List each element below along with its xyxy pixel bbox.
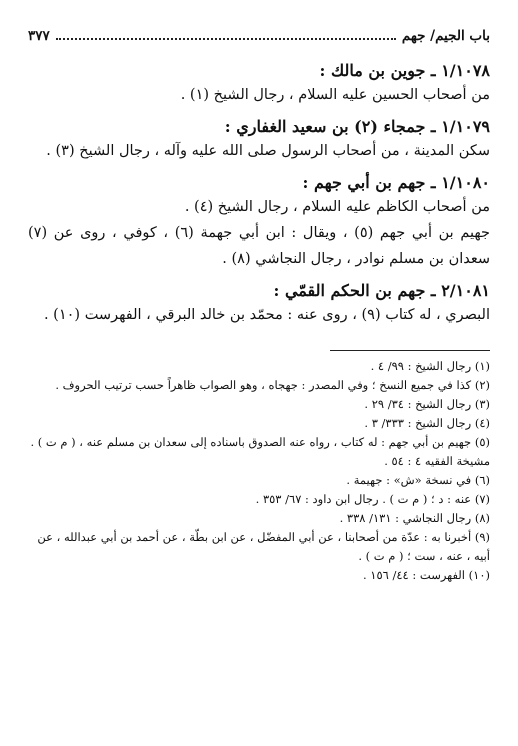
footnote: (٧) عنه : د ؛ ( م ت ) . رجال ابن داود : ٦٧/ ٣٥٣ .: [255, 492, 490, 506]
footnote: (٩) أخبرنا به : عدّة من أصحابنا ، عن أبي المفضّل ، عن ابن بطّة ، عن أحمد بن أبي عبدالله ، عن أبيه ، عنه ، ست ؛ ( م ت ) .: [37, 530, 490, 563]
entry-text: من أصحاب الكاظم عليه السلام ، رجال الشيخ (٤) .: [184, 199, 490, 215]
running-header: [28, 28, 490, 52]
entry-1078: [28, 60, 490, 108]
entry-text: من أصحاب الحسين عليه السلام ، رجال الشيخ (١) .: [180, 87, 490, 103]
footnote: (١) رجال الشيخ : ٩٩/ ٤ .: [370, 359, 490, 373]
entry-1081: [28, 280, 490, 328]
footnote: (٥) جهيم بن أبي جهم : له كتاب ، رواه عنه الصدوق باسناده إلى سعدان بن مسلم عنه ، ( م ت ) . مشيخة الفقيه ٤ : ٥٤ .: [30, 435, 490, 468]
book-page: [28, 28, 490, 585]
footnotes: [28, 357, 490, 585]
entry-heading: ١/١٠٧٨ ـ جوين بن مالك :: [319, 61, 490, 80]
footnote-separator: [330, 350, 490, 351]
footnote: (٤) رجال الشيخ : ٣٣٣/ ٣ .: [364, 416, 490, 430]
header-title: باب الجيم/ جهم: [401, 28, 490, 44]
footnote: (٢) كذا في جميع النسخ ؛ وفي المصدر : جهجاه ، وهو الصواب ظاهراً حسب ترتيب الحروف .: [55, 378, 490, 392]
header-dots: [56, 37, 396, 40]
page-number: ٣٧٧: [28, 28, 50, 44]
entry-heading: ٢/١٠٨١ ـ جهم بن الحكم القمّي :: [273, 281, 490, 300]
footnote: (١٠) الفهرست : ٤٤/ ١٥٦ .: [362, 568, 490, 582]
entry-1080: [28, 172, 490, 272]
footnote: (٣) رجال الشيخ : ٣٤/ ٢٩ .: [364, 397, 490, 411]
entry-1079: [28, 116, 490, 164]
entry-heading: ١/١٠٧٩ ـ جمجاء (٢) بن سعيد الغفاري :: [224, 117, 490, 136]
entry-heading: ١/١٠٨٠ ـ جهم بن أبي جهم :: [302, 173, 490, 192]
footnote: (٨) رجال النجاشي : ١٣١/ ٣٣٨ .: [339, 511, 490, 525]
entry-text: جهيم بن أبي جهم (٥) ، ويقال : ابن أبي جهمة (٦) ، كوفي ، روى عن (٧) سعدان بن مسلم نوادر ، رجال النجاشي (٨) .: [28, 225, 490, 267]
entry-text: سكن المدينة ، من أصحاب الرسول صلى الله عليه وآله ، رجال الشيخ (٣) .: [46, 143, 490, 159]
footnote: (٦) في نسخة «ش» : جهيمة .: [346, 473, 490, 487]
entry-text: البصري ، له كتاب (٩) ، روى عنه : محمّد بن خالد البرقي ، الفهرست (١٠) .: [43, 307, 490, 323]
